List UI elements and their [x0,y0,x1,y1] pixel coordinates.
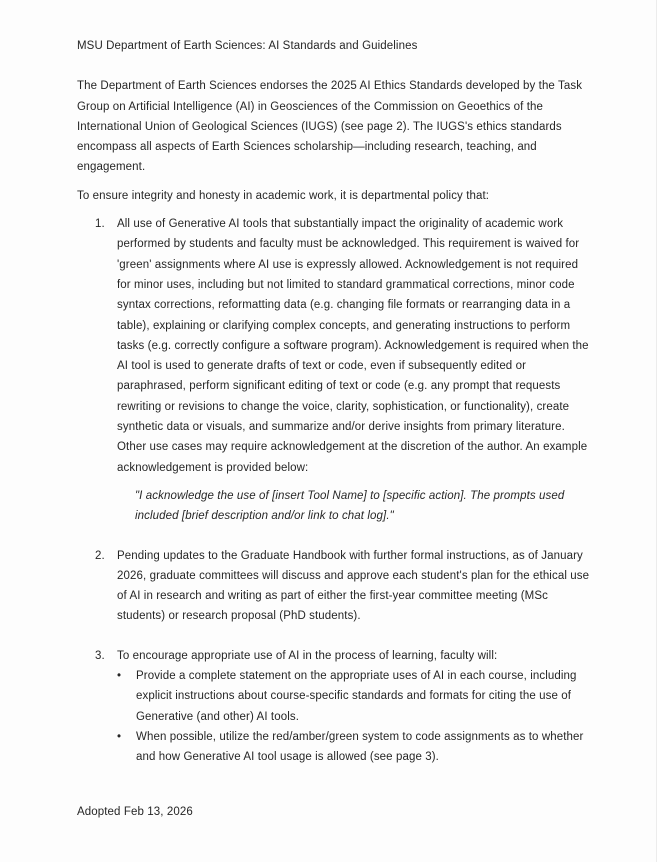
policy-item-3-body [117,646,594,768]
faculty-bullet-list [117,666,594,767]
bullet-item-1 [117,666,594,727]
policy-item-3-number: 3. [95,649,105,662]
policy-numbered-list [77,214,594,767]
bullet-icon: • [117,730,122,743]
policy-item-2-number: 2. [95,549,105,562]
policy-item-1-text: All use of Generative AI tools that substantially impact the originality of academic work performed by students and faculty must be acknowledged. This requirement is waived for 'green' assignments where AI use is expressly allowed. Acknowledgement is not required for minor uses, including but not limited to standard grammatical corrections, minor code syntax corrections, reformatting data (e.g. changing file formats or rearranging data in a table), explaining or clarifying complex concepts, and generating instructions to perform tasks (e.g. correctly configure a software program). Acknowledgement is required when the AI tool is used to generate drafts of text or code, even if subsequently edited or paraphrased, perform significant editing of text or code (e.g. any prompt that requests rewriting or revisions to change the voice, clarity, sophistication, or functionality), create synthetic data or visuals, and summarize and/or derive insights from primary literature. Other use cases may require acknowledgement at the discretion of the author. An example acknowledgement is provided below: [117,218,589,474]
bullet-item-2 [117,727,594,768]
policy-item-1-number: 1. [95,218,105,231]
policy-item-2-text: Pending updates to the Graduate Handbook with further formal instructions, as of January 2026, graduate committees will discuss and approve each student's plan for the ethical use of AI in research and writing as part of either the first-year committee meeting (MSc students) or research proposal (PhD students). [117,549,590,623]
policy-item-2 [77,546,594,627]
policy-item-3-text: To encourage appropriate use of AI in the process of learning, faculty will: [117,649,498,662]
adoption-date: Adopted Feb 13, 2026 [77,805,193,818]
bullet-item-1-text: Provide a complete statement on the appropriate uses of AI in each course, including explicit instructions about course-specific standards and formats for citing the use of Generative (and other) AI tools. [136,670,577,723]
policy-item-3 [77,646,594,768]
policy-item-2-body [117,546,594,627]
policy-item-1-body [117,214,594,526]
bullet-item-2-text: When possible, utilize the red/amber/green system to code assignments as to whether and how Generative AI tool usage is allowed (see page 3). [136,730,584,764]
policy-item-1 [77,214,594,526]
page-title: MSU Department of Earth Sciences: AI Standards and Guidelines [77,40,418,52]
policy-lead-paragraph: To ensure integrity and honesty in academic work, it is departmental policy that: [77,189,490,202]
bullet-icon: • [117,670,122,683]
acknowledgement-example-quote: "I acknowledge the use of [insert Tool Name] to [specific action]. The prompts used included [brief description and/or link to chat log]." [135,489,565,523]
intro-paragraph: The Department of Earth Sciences endorses the 2025 AI Ethics Standards developed by the Task Group on Artificial Intelligence (AI) in Geosciences of the Commission on Geoethics of the International Union of Geological Sciences (IUGS) (see page 2). The IUGS's ethics standards encompass all aspects of Earth Sciences scholarship—including research, teaching, and engagement. [77,80,583,174]
